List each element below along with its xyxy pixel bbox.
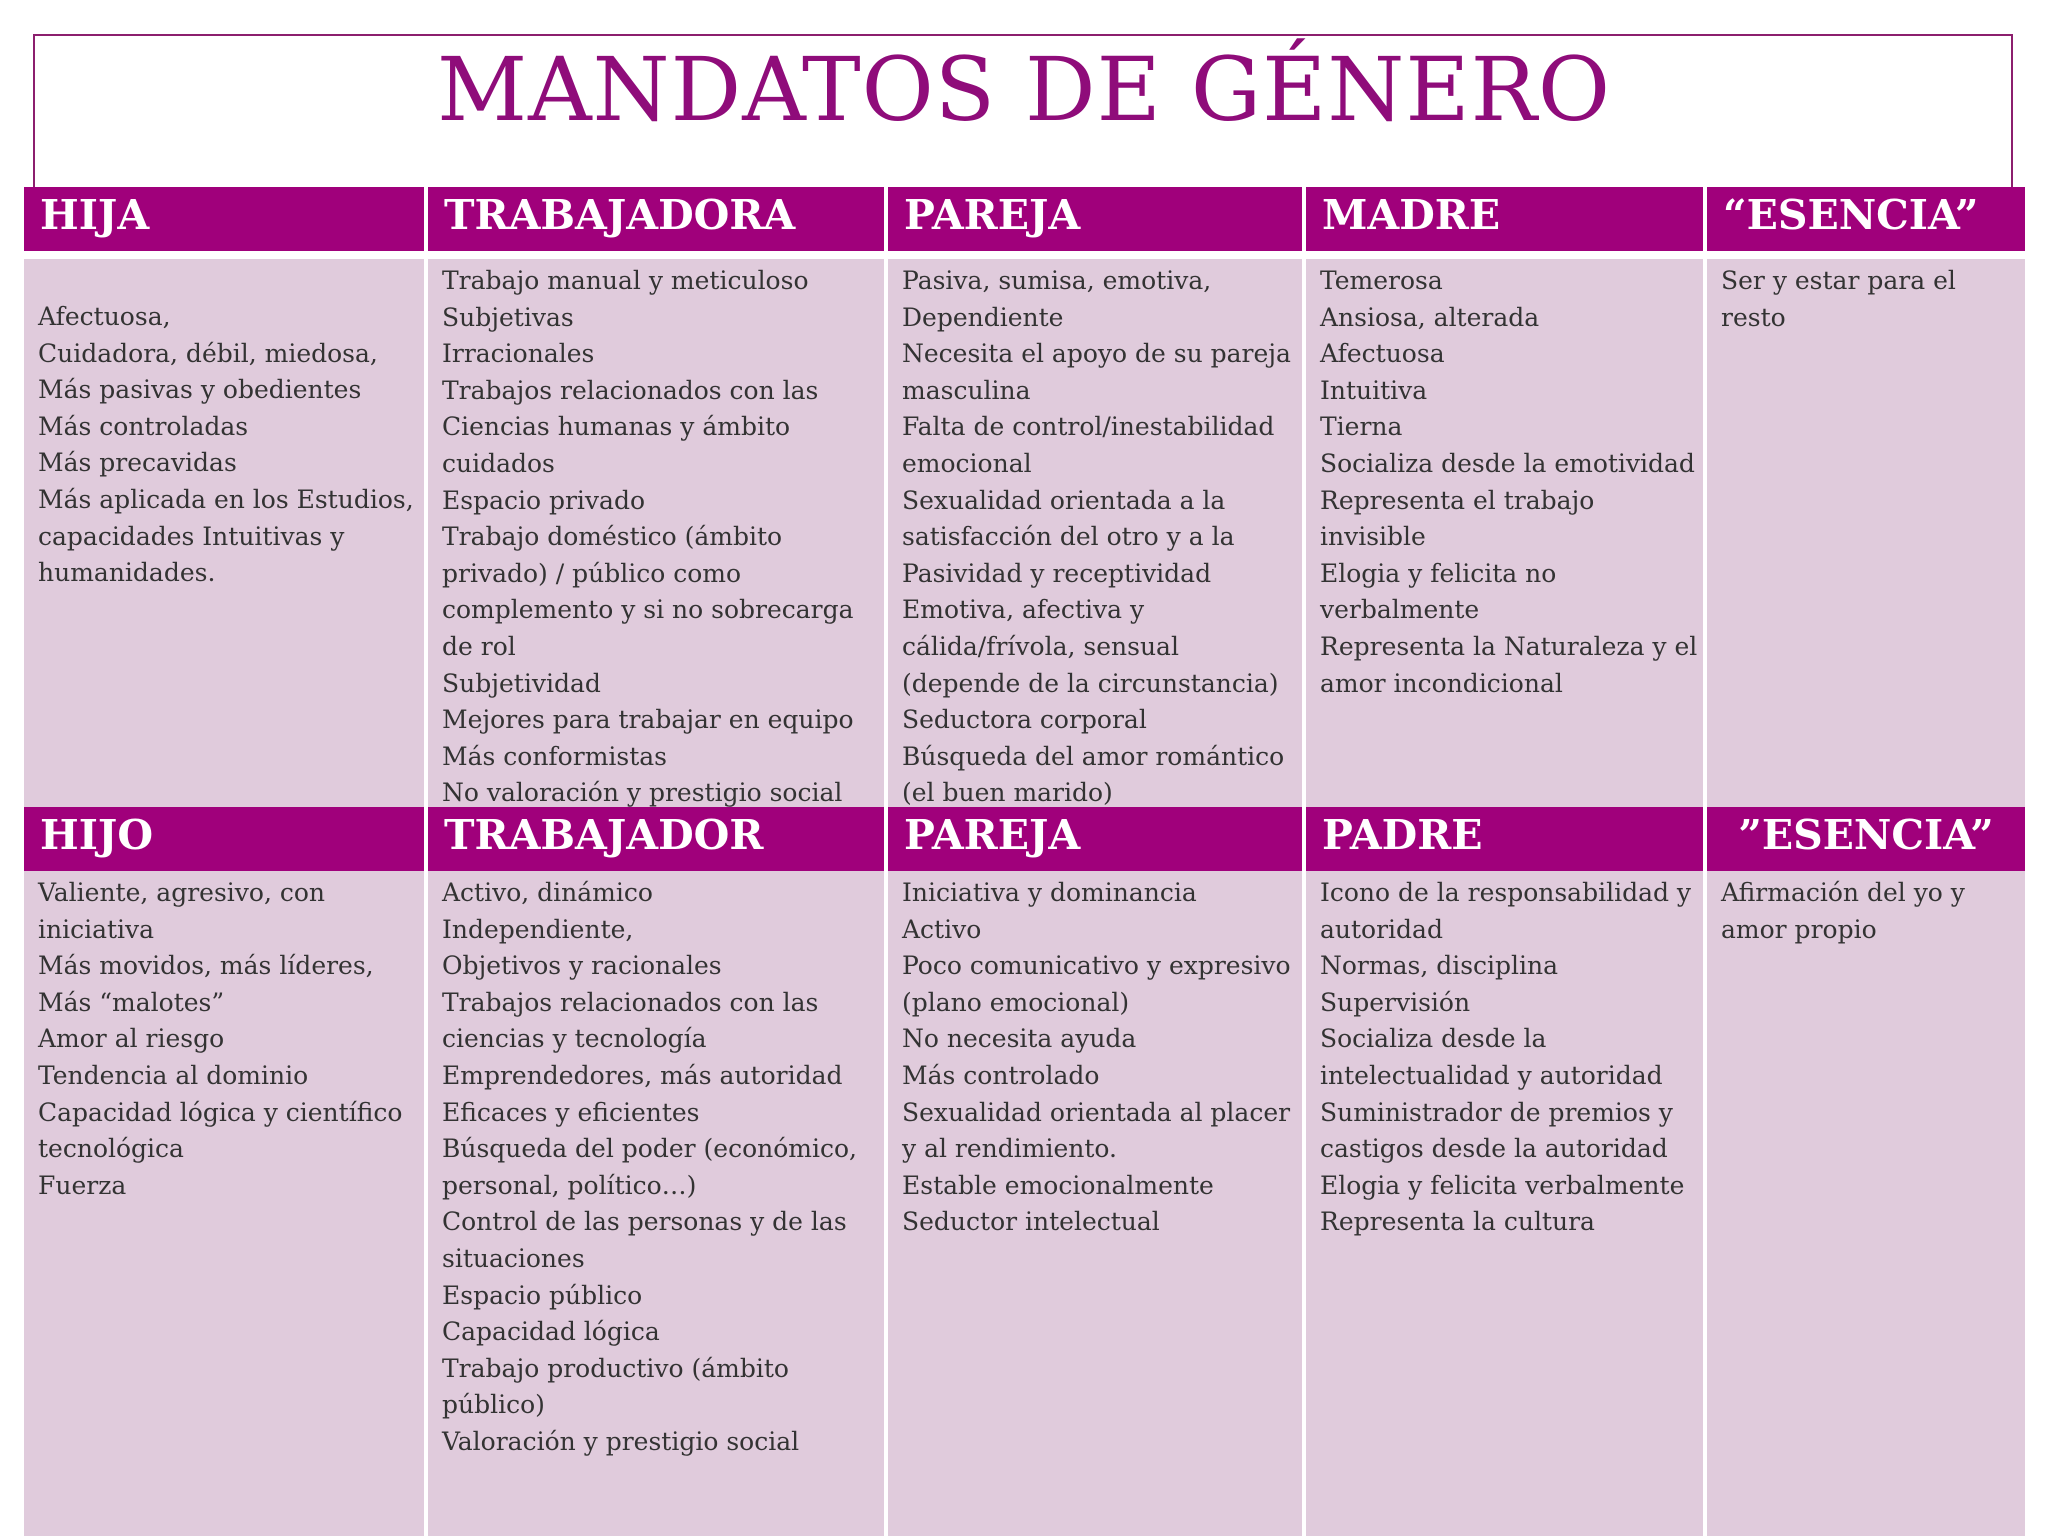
cell-line: Más conformistas	[442, 741, 667, 771]
cell-line: ciencias y tecnología	[442, 1024, 707, 1054]
gender-mandates-table	[24, 187, 2025, 1536]
cell-line: Ansiosa, alterada	[1320, 302, 1540, 332]
cell-line: Espacio público	[442, 1280, 643, 1310]
header-hija: HIJA	[24, 187, 424, 259]
cell-line: Búsqueda del poder (económico,	[442, 1134, 858, 1164]
cell-line: Mejores para trabajar en equipo	[442, 705, 854, 735]
cell-line: Necesita el apoyo de su pareja	[902, 339, 1291, 369]
cell-line: Afectuosa,	[38, 302, 171, 331]
cell-line: Intuitiva	[1320, 375, 1428, 405]
cell-line: Más precavidas	[38, 448, 237, 478]
cell-line: Subjetivas	[442, 302, 574, 332]
cell-line: invisible	[1320, 522, 1426, 552]
cell-line: Iniciativa y dominancia	[902, 878, 1197, 907]
cell-line: satisfacción del otro y a la	[902, 522, 1235, 552]
cell-line: Objetivos y racionales	[442, 951, 722, 981]
header-esencia-female: “ESENCIA”	[1703, 187, 2025, 259]
cell-line: Más “malotes”	[38, 987, 225, 1017]
cell-line: cuidados	[442, 448, 555, 478]
cell-line: Control de las personas y de las	[442, 1207, 847, 1237]
cell-pareja-female	[884, 259, 1302, 807]
cell-line: Tierna	[1320, 412, 1403, 442]
cell-trabajadora	[424, 259, 884, 807]
cell-line: Valoración y prestigio social	[442, 1426, 800, 1456]
cell-line: Subjetividad	[442, 668, 601, 698]
cell-line: Trabajos relacionados con las	[442, 987, 819, 1017]
cell-line: Falta de control/inestabilidad	[902, 412, 1275, 442]
header-trabajadora: TRABAJADORA	[424, 187, 884, 259]
cell-line: Pasividad y receptividad	[902, 558, 1212, 588]
cell-line: Trabajos relacionados con las	[442, 375, 819, 405]
cell-pareja-male	[884, 871, 1302, 1536]
cell-line: No necesita ayuda	[902, 1024, 1137, 1054]
cell-line: situaciones	[442, 1243, 585, 1273]
page-title: MANDATOS DE GÉNERO	[437, 38, 1611, 141]
cell-line: Seductor intelectual	[902, 1207, 1160, 1237]
cell-line: Sexualidad orientada al placer	[902, 1097, 1291, 1127]
cell-line: y al rendimiento.	[902, 1134, 1117, 1164]
cell-esencia-male	[1703, 871, 2025, 1536]
cell-line: Emprendedores, más autoridad	[442, 1060, 843, 1090]
cell-line: Elogia y felicita no	[1320, 558, 1557, 588]
cell-line: Trabajo manual y meticuloso	[442, 266, 809, 295]
cell-line: No valoración y prestigio social	[442, 778, 843, 807]
cell-line: Socializa desde la emotividad	[1320, 448, 1695, 478]
cell-line: amor propio	[1721, 914, 1877, 944]
cell-line: (el buen marido)	[902, 778, 1113, 807]
cell-esencia-female	[1703, 259, 2025, 807]
cell-line: Espacio privado	[442, 485, 646, 515]
cell-line: (plano emocional)	[902, 987, 1130, 1017]
cell-line: Ser y estar para el	[1721, 266, 1956, 295]
cell-line: Amor al riesgo	[38, 1024, 225, 1054]
cell-line: Temerosa	[1320, 266, 1443, 295]
cell-line: público)	[442, 1390, 545, 1420]
cell-line: Más controlado	[902, 1060, 1100, 1090]
cell-line: Representa la cultura	[1320, 1207, 1595, 1237]
cell-line: Más controladas	[38, 411, 249, 441]
cell-line: (depende de la circunstancia)	[902, 668, 1279, 698]
cell-hijo	[24, 871, 424, 1536]
cell-line: Más aplicada en los Estudios,	[38, 484, 414, 514]
cell-line: autoridad	[1320, 914, 1443, 944]
cell-line: Capacidad lógica	[442, 1317, 660, 1347]
header-madre: MADRE	[1302, 187, 1703, 259]
cell-line: de rol	[442, 631, 516, 661]
cell-trabajador	[424, 871, 884, 1536]
cell-line: Dependiente	[902, 302, 1064, 332]
cell-line: Activo	[902, 914, 982, 944]
header-esencia-male: ”ESENCIA”	[1703, 807, 2025, 871]
cell-hija	[24, 259, 424, 807]
cell-line: Representa el trabajo	[1320, 485, 1595, 515]
cell-madre	[1302, 259, 1703, 807]
cell-line: Irracionales	[442, 339, 595, 369]
cell-line: Normas, disciplina	[1320, 951, 1559, 981]
cell-line: Supervisión	[1320, 987, 1471, 1017]
header-padre: PADRE	[1302, 807, 1703, 871]
cell-line: personal, político…)	[442, 1170, 697, 1200]
cell-line: tecnológica	[38, 1134, 184, 1164]
cell-line: Representa la Naturaleza y el	[1320, 631, 1698, 661]
cell-line: Capacidad lógica y científico	[38, 1097, 403, 1127]
cell-line: Elogia y felicita verbalmente	[1320, 1170, 1685, 1200]
header-trabajador: TRABAJADOR	[424, 807, 884, 871]
cell-padre	[1302, 871, 1703, 1536]
cell-line: castigos desde la autoridad	[1320, 1134, 1668, 1164]
cell-line: Eficaces y eficientes	[442, 1097, 700, 1127]
cell-line: Búsqueda del amor romántico	[902, 741, 1285, 771]
cell-line: Más pasivas y obedientes	[38, 375, 362, 405]
cell-line: cálida/frívola, sensual	[902, 631, 1179, 661]
header-pareja-female: PAREJA	[884, 187, 1302, 259]
cell-line: resto	[1721, 302, 1786, 332]
cell-line: Icono de la responsabilidad y	[1320, 878, 1692, 907]
cell-line: Socializa desde la	[1320, 1024, 1547, 1054]
cell-line: Sexualidad orientada a la	[902, 485, 1226, 515]
cell-line: Seductora corporal	[902, 705, 1147, 735]
cell-line: Emotiva, afectiva y	[902, 595, 1145, 625]
cell-line: privado) / público como	[442, 558, 742, 588]
cell-line: Poco comunicativo y expresivo	[902, 951, 1291, 981]
cell-line: Más movidos, más líderes,	[38, 951, 374, 981]
cell-line: Estable emocionalmente	[902, 1170, 1214, 1200]
cell-line: amor incondicional	[1320, 668, 1563, 698]
cell-line: intelectualidad y autoridad	[1320, 1060, 1663, 1090]
cell-line: Ciencias humanas y ámbito	[442, 412, 791, 442]
cell-line: Trabajo productivo (ámbito	[442, 1353, 789, 1383]
cell-line: iniciativa	[38, 914, 155, 944]
cell-line: masculina	[902, 375, 1031, 405]
cell-line: Tendencia al dominio	[38, 1060, 309, 1090]
cell-line: Cuidadora, débil, miedosa,	[38, 338, 378, 368]
cell-line: Pasiva, sumisa, emotiva,	[902, 266, 1212, 295]
cell-line: Trabajo doméstico (ámbito	[442, 522, 783, 552]
cell-line: Independiente,	[442, 914, 634, 944]
header-hijo: HIJO	[24, 807, 424, 871]
cell-line: Activo, dinámico	[442, 878, 653, 907]
cell-line: capacidades Intuitivas y	[38, 521, 345, 551]
cell-line: Afectuosa	[1320, 339, 1445, 369]
cell-line: Fuerza	[38, 1170, 127, 1200]
cell-line: Valiente, agresivo, con	[38, 878, 325, 907]
cell-line: verbalmente	[1320, 595, 1480, 625]
cell-line: Afirmación del yo y	[1721, 878, 1965, 907]
cell-line: emocional	[902, 448, 1032, 478]
cell-line: Suministrador de premios y	[1320, 1097, 1673, 1127]
header-pareja-male: PAREJA	[884, 807, 1302, 871]
cell-line: complemento y si no sobrecarga	[442, 595, 854, 625]
cell-line: humanidades.	[38, 558, 216, 588]
